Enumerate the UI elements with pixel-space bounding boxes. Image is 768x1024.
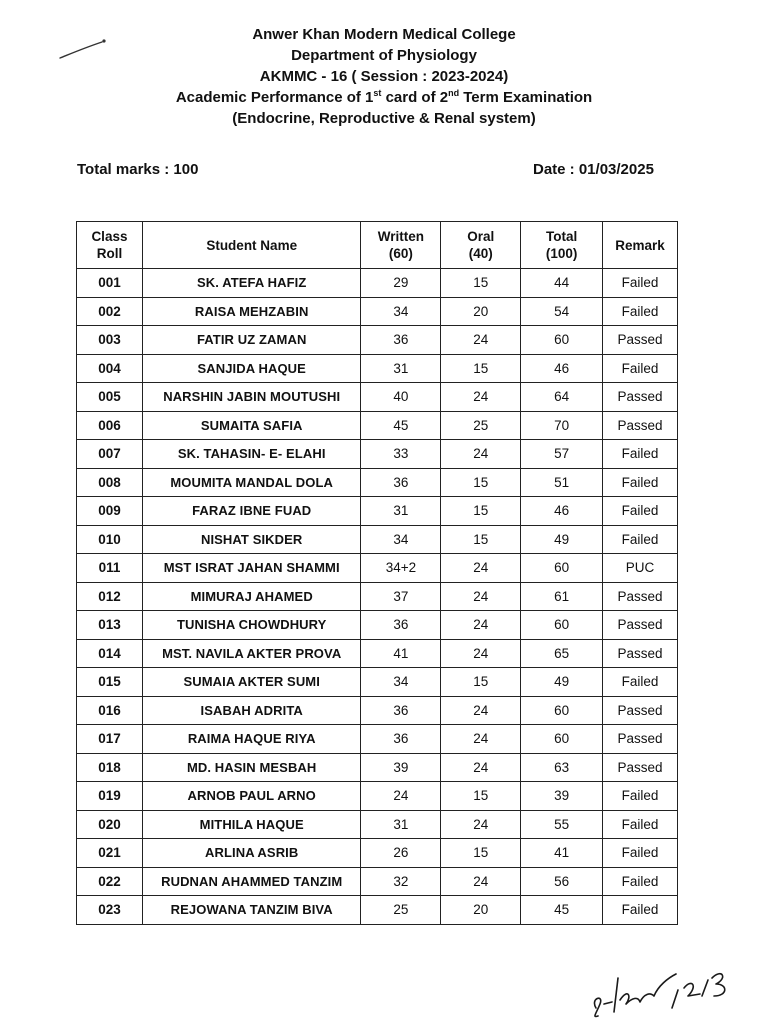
roll-cell: 010 <box>77 525 143 554</box>
oral-marks-cell: 24 <box>441 611 521 640</box>
table-row <box>77 468 678 497</box>
table-row <box>77 269 678 298</box>
roll-cell: 014 <box>77 639 143 668</box>
total-marks-cell: 60 <box>521 326 603 355</box>
remark-cell: Failed <box>603 468 678 497</box>
student-name-cell: SK. ATEFA HAFIZ <box>142 269 361 298</box>
remark-cell: Failed <box>603 782 678 811</box>
oral-marks-cell: 15 <box>441 782 521 811</box>
department-name: Department of Physiology <box>291 47 477 64</box>
remark-cell: Failed <box>603 896 678 925</box>
remark-cell: Failed <box>603 297 678 326</box>
student-name-cell: REJOWANA TANZIM BIVA <box>142 896 361 925</box>
roll-cell: 002 <box>77 297 143 326</box>
total-marks-cell: 70 <box>521 411 603 440</box>
oral-marks-cell: 24 <box>441 639 521 668</box>
written-marks-cell: 34 <box>361 668 441 697</box>
table-row <box>77 297 678 326</box>
student-name-cell: SANJIDA HAQUE <box>142 354 361 383</box>
written-marks-cell: 24 <box>361 782 441 811</box>
table-row <box>77 725 678 754</box>
roll-cell: 022 <box>77 867 143 896</box>
written-marks-cell: 34 <box>361 297 441 326</box>
written-marks-cell: 36 <box>361 611 441 640</box>
roll-cell: 001 <box>77 269 143 298</box>
table-row <box>77 867 678 896</box>
total-marks-cell: 61 <box>521 582 603 611</box>
remark-cell: PUC <box>603 554 678 583</box>
roll-cell: 017 <box>77 725 143 754</box>
remark-cell: Failed <box>603 668 678 697</box>
table-row <box>77 896 678 925</box>
total-marks-cell: 46 <box>521 497 603 526</box>
oral-marks-cell: 24 <box>441 867 521 896</box>
remark-cell: Failed <box>603 525 678 554</box>
student-name-cell: RUDNAN AHAMMED TANZIM <box>142 867 361 896</box>
remark-cell: Passed <box>603 611 678 640</box>
roll-cell: 013 <box>77 611 143 640</box>
exam-date: Date : 01/03/2025 <box>533 161 654 178</box>
remark-cell: Passed <box>603 582 678 611</box>
table-row <box>77 639 678 668</box>
roll-cell: 018 <box>77 753 143 782</box>
student-name-cell: SUMAITA SAFIA <box>142 411 361 440</box>
total-marks-cell: 51 <box>521 468 603 497</box>
table-row <box>77 440 678 469</box>
total-marks: Total marks : 100 <box>77 161 199 178</box>
roll-cell: 021 <box>77 839 143 868</box>
oral-marks-cell: 24 <box>441 696 521 725</box>
written-marks-cell: 33 <box>361 440 441 469</box>
table-row <box>77 383 678 412</box>
written-marks-cell: 31 <box>361 810 441 839</box>
student-name-cell: MITHILA HAQUE <box>142 810 361 839</box>
col-header-roll <box>77 222 143 269</box>
total-marks-cell: 45 <box>521 896 603 925</box>
roll-cell: 009 <box>77 497 143 526</box>
student-name-cell: NISHAT SIKDER <box>142 525 361 554</box>
col-header-text: (100) <box>545 246 578 261</box>
roll-cell: 015 <box>77 668 143 697</box>
student-name-cell: FATIR UZ ZAMAN <box>142 326 361 355</box>
student-name-cell: NARSHIN JABIN MOUTUSHI <box>142 383 361 412</box>
table-row <box>77 525 678 554</box>
written-marks-cell: 29 <box>361 269 441 298</box>
roll-cell: 012 <box>77 582 143 611</box>
exam-title <box>0 87 768 108</box>
exam-systems: (Endocrine, Reproductive & Renal system) <box>232 110 536 127</box>
written-marks-cell: 31 <box>361 354 441 383</box>
written-marks-cell: 39 <box>361 753 441 782</box>
student-name-cell: MIMURAJ AHAMED <box>142 582 361 611</box>
total-marks-cell: 56 <box>521 867 603 896</box>
written-marks-cell: 40 <box>361 383 441 412</box>
roll-cell: 004 <box>77 354 143 383</box>
written-marks-cell: 34+2 <box>361 554 441 583</box>
total-marks-cell: 60 <box>521 611 603 640</box>
col-header-text: (40) <box>468 246 493 261</box>
table-row <box>77 554 678 583</box>
exam-title-sup: st <box>373 88 382 98</box>
oral-marks-cell: 24 <box>441 326 521 355</box>
table-row <box>77 753 678 782</box>
table-row <box>77 782 678 811</box>
total-marks-cell: 44 <box>521 269 603 298</box>
oral-marks-cell: 15 <box>441 269 521 298</box>
col-header-text: Class <box>91 229 128 244</box>
roll-cell: 023 <box>77 896 143 925</box>
written-marks-cell: 25 <box>361 896 441 925</box>
oral-marks-cell: 25 <box>441 411 521 440</box>
roll-cell: 020 <box>77 810 143 839</box>
written-marks-cell: 31 <box>361 497 441 526</box>
table-row <box>77 668 678 697</box>
total-marks-cell: 64 <box>521 383 603 412</box>
written-marks-cell: 41 <box>361 639 441 668</box>
table-header-row <box>77 222 678 269</box>
student-name-cell: TUNISHA CHOWDHURY <box>142 611 361 640</box>
remark-cell: Failed <box>603 839 678 868</box>
exam-title-part: card of 2 <box>381 89 449 106</box>
results-table <box>76 221 678 925</box>
col-header-oral <box>441 222 521 269</box>
roll-cell: 008 <box>77 468 143 497</box>
student-name-cell: ARNOB PAUL ARNO <box>142 782 361 811</box>
remark-cell: Passed <box>603 326 678 355</box>
student-name-cell: ISABAH ADRITA <box>142 696 361 725</box>
total-marks-cell: 57 <box>521 440 603 469</box>
total-marks-cell: 49 <box>521 525 603 554</box>
remark-cell: Failed <box>603 497 678 526</box>
written-marks-cell: 36 <box>361 696 441 725</box>
roll-cell: 011 <box>77 554 143 583</box>
student-name-cell: FARAZ IBNE FUAD <box>142 497 361 526</box>
exam-title-sup: nd <box>448 88 460 98</box>
remark-cell: Failed <box>603 867 678 896</box>
roll-cell: 003 <box>77 326 143 355</box>
total-marks-cell: 60 <box>521 696 603 725</box>
student-name-cell: MD. HASIN MESBAH <box>142 753 361 782</box>
oral-marks-cell: 15 <box>441 839 521 868</box>
total-marks-cell: 55 <box>521 810 603 839</box>
written-marks-cell: 36 <box>361 725 441 754</box>
total-marks-cell: 60 <box>521 554 603 583</box>
remark-cell: Failed <box>603 440 678 469</box>
oral-marks-cell: 24 <box>441 440 521 469</box>
remark-cell: Failed <box>603 269 678 298</box>
remark-cell: Failed <box>603 354 678 383</box>
col-header-text: Written <box>377 229 425 244</box>
oral-marks-cell: 15 <box>441 525 521 554</box>
remark-cell: Passed <box>603 383 678 412</box>
student-name-cell: SK. TAHASIN- E- ELAHI <box>142 440 361 469</box>
oral-marks-cell: 24 <box>441 554 521 583</box>
student-name-cell: RAIMA HAQUE RIYA <box>142 725 361 754</box>
remark-cell: Passed <box>603 725 678 754</box>
total-marks-cell: 60 <box>521 725 603 754</box>
oral-marks-cell: 24 <box>441 753 521 782</box>
student-name-cell: SUMAIA AKTER SUMI <box>142 668 361 697</box>
roll-cell: 016 <box>77 696 143 725</box>
col-header-text: Oral <box>467 229 495 244</box>
oral-marks-cell: 24 <box>441 725 521 754</box>
oral-marks-cell: 15 <box>441 354 521 383</box>
roll-cell: 005 <box>77 383 143 412</box>
table-row <box>77 497 678 526</box>
written-marks-cell: 32 <box>361 867 441 896</box>
col-header-text: Roll <box>96 246 123 261</box>
col-header-text: (60) <box>388 246 413 261</box>
oral-marks-cell: 24 <box>441 582 521 611</box>
written-marks-cell: 36 <box>361 468 441 497</box>
table-row <box>77 354 678 383</box>
roll-cell: 007 <box>77 440 143 469</box>
total-marks-cell: 49 <box>521 668 603 697</box>
document-header <box>0 24 768 129</box>
exam-title-part: Academic Performance of 1 <box>175 89 374 106</box>
oral-marks-cell: 24 <box>441 383 521 412</box>
student-name-cell: MOUMITA MANDAL DOLA <box>142 468 361 497</box>
total-marks-cell: 65 <box>521 639 603 668</box>
total-marks-cell: 46 <box>521 354 603 383</box>
remark-cell: Passed <box>603 753 678 782</box>
exam-title-part: Term Examination <box>459 89 593 106</box>
written-marks-cell: 45 <box>361 411 441 440</box>
total-marks-cell: 54 <box>521 297 603 326</box>
written-marks-cell: 37 <box>361 582 441 611</box>
remark-cell: Failed <box>603 810 678 839</box>
written-marks-cell: 34 <box>361 525 441 554</box>
col-header-written <box>361 222 441 269</box>
table-row <box>77 582 678 611</box>
col-header-remark: Remark <box>603 222 678 269</box>
student-name-cell: MST ISRAT JAHAN SHAMMI <box>142 554 361 583</box>
table-row <box>77 411 678 440</box>
student-name-cell: ARLINA ASRIB <box>142 839 361 868</box>
table-row <box>77 696 678 725</box>
handwritten-signature <box>588 938 738 1022</box>
oral-marks-cell: 20 <box>441 297 521 326</box>
oral-marks-cell: 20 <box>441 896 521 925</box>
remark-cell: Passed <box>603 411 678 440</box>
college-name: Anwer Khan Modern Medical College <box>252 26 516 43</box>
oral-marks-cell: 15 <box>441 497 521 526</box>
remark-cell: Passed <box>603 696 678 725</box>
col-header-name: Student Name <box>142 222 361 269</box>
batch-session: AKMMC - 16 ( Session : 2023-2024) <box>259 68 509 85</box>
oral-marks-cell: 15 <box>441 468 521 497</box>
student-name-cell: RAISA MEHZABIN <box>142 297 361 326</box>
oral-marks-cell: 24 <box>441 810 521 839</box>
total-marks-cell: 63 <box>521 753 603 782</box>
written-marks-cell: 26 <box>361 839 441 868</box>
col-header-text: Total <box>546 229 578 244</box>
roll-cell: 019 <box>77 782 143 811</box>
total-marks-cell: 41 <box>521 839 603 868</box>
table-row <box>77 839 678 868</box>
table-row <box>77 611 678 640</box>
table-row <box>77 326 678 355</box>
roll-cell: 006 <box>77 411 143 440</box>
table-row <box>77 810 678 839</box>
written-marks-cell: 36 <box>361 326 441 355</box>
oral-marks-cell: 15 <box>441 668 521 697</box>
col-header-total <box>521 222 603 269</box>
remark-cell: Passed <box>603 639 678 668</box>
student-name-cell: MST. NAVILA AKTER PROVA <box>142 639 361 668</box>
total-marks-cell: 39 <box>521 782 603 811</box>
